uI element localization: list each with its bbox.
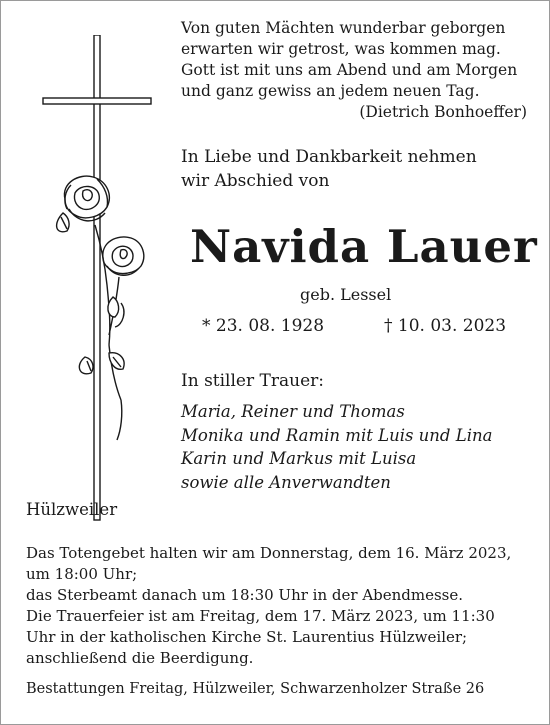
mourner-line: sowie alle Anverwandten <box>181 472 391 492</box>
quote-line: Von guten Mächten wunderbar geborgen <box>181 19 506 37</box>
notice-line: um 18:00 Uhr; <box>26 565 138 583</box>
quote-line: und ganz gewiss an jedem neuen Tag. <box>181 82 480 100</box>
death-date: † 10. 03. 2023 <box>384 316 507 336</box>
place-name: Hülzweiler <box>26 500 118 519</box>
deceased-name: Navida Lauer <box>190 220 538 273</box>
notice-line: anschließend die Beerdigung. <box>26 649 254 667</box>
quote-author: (Dietrich Bonhoeffer) <box>359 103 527 121</box>
farewell-intro <box>181 145 477 193</box>
notice-line: Die Trauerfeier ist am Freitag, dem 17. März 2023, um 11:30 <box>26 607 495 625</box>
intro-line: In Liebe und Dankbarkeit nehmen <box>181 147 477 167</box>
mourner-line: Maria, Reiner und Thomas <box>181 402 405 421</box>
quote-line: Gott ist mit uns am Abend und am Morgen <box>181 61 518 79</box>
cross-with-roses-icon <box>35 35 175 525</box>
mourning-heading: In stiller Trauer: <box>181 371 324 391</box>
notice-line: Uhr in der katholischen Kirche St. Laurentius Hülzweiler; <box>26 628 468 646</box>
intro-line: wir Abschied von <box>181 171 330 191</box>
service-notice <box>26 543 531 669</box>
quote-line: erwarten wir getrost, was kommen mag. <box>181 40 501 58</box>
birth-date: * 23. 08. 1928 <box>202 316 325 336</box>
mourner-line: Karin und Markus mit Luisa <box>181 449 417 468</box>
mourner-line: Monika und Ramin mit Luis und Lina <box>181 425 493 445</box>
quote-block <box>181 18 531 123</box>
maiden-name: geb. Lessel <box>300 285 392 304</box>
funeral-home: Bestattungen Freitag, Hülzweiler, Schwarzenholzer Straße 26 <box>26 681 485 697</box>
notice-line: das Sterbeamt danach um 18:30 Uhr in der Abendmesse. <box>26 586 464 604</box>
notice-line: Das Totengebet halten wir am Donnerstag, dem 16. März 2023, <box>26 544 512 562</box>
mourners-list <box>181 400 492 494</box>
